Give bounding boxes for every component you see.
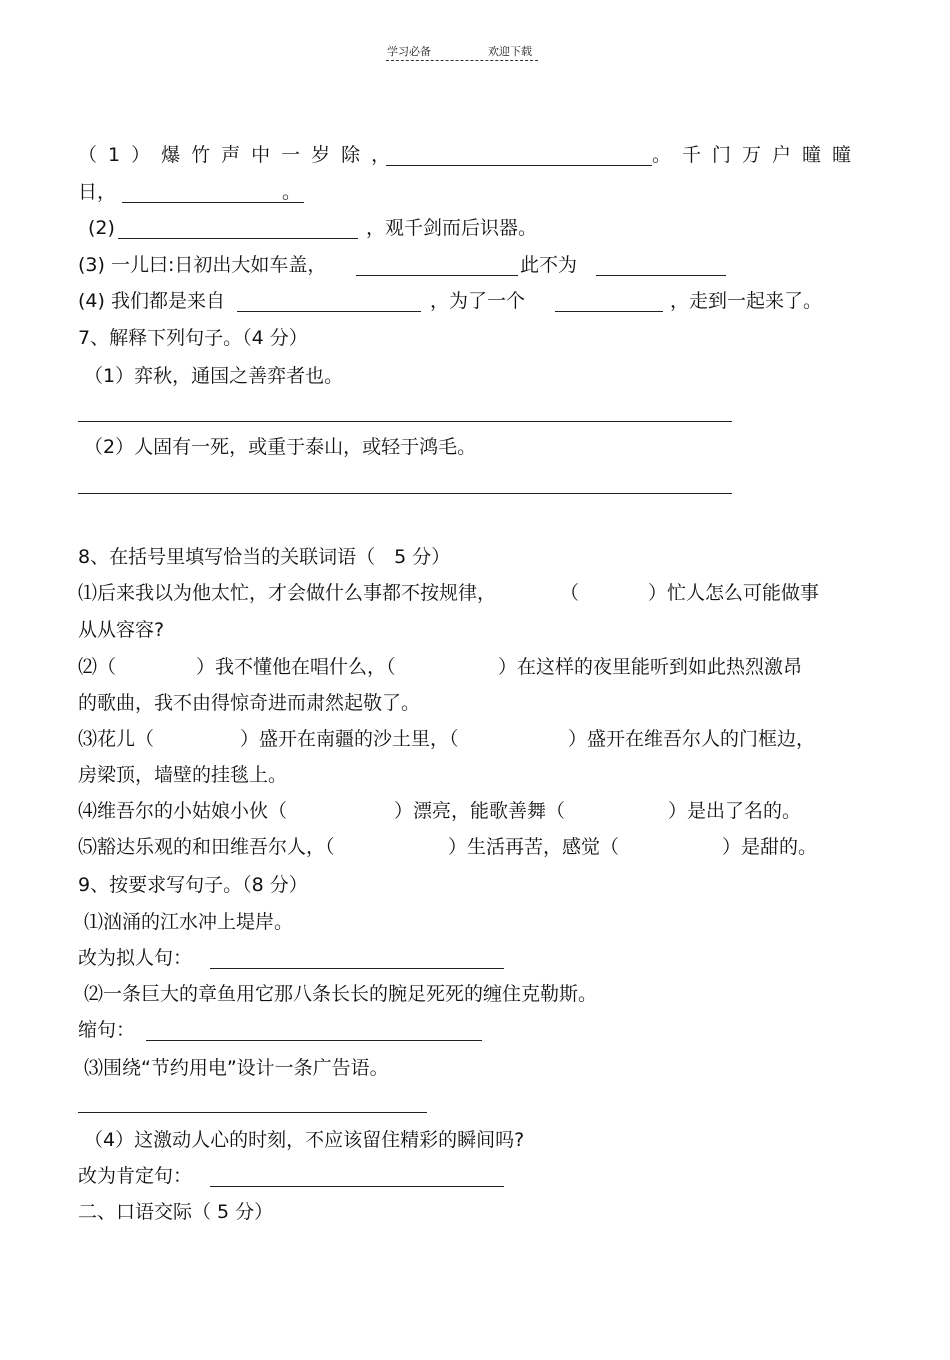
q9-answer-line-3[interactable] (78, 1112, 427, 1113)
q6-line4-mid: ，为了一个 (430, 290, 526, 312)
q7-answer-line-2[interactable] (78, 493, 732, 494)
q9-prompt-1: 改为拟人句： (78, 947, 193, 969)
q8-title: 8、在括号里填写恰当的关联词语（ 5 分） (78, 546, 451, 568)
q9-sentence-1: ⑴汹涌的江水冲上堤岸。 (84, 911, 294, 933)
q6-line1-end: 。千门万户曈曈 (652, 144, 863, 166)
q6-blank-2[interactable] (122, 202, 304, 203)
q8-item5-end: ）是甜的。 (722, 836, 818, 858)
q6-line1-cont: 日， (78, 181, 117, 203)
q8-item4-text: ）漂亮，能歌善舞（ (394, 800, 566, 822)
q6-blank-7[interactable] (555, 311, 663, 312)
q6-line3-text: (3) 一儿曰:日初出大如车盖， (78, 254, 327, 276)
q9-sentence-3: ⑶围绕“节约用电”设计一条广告语。 (84, 1057, 389, 1079)
q8-item1-text-2: ）忙人怎么可能做事 (648, 582, 820, 604)
q8-item1-paren-open: （ (560, 582, 580, 604)
q7-sentence-1: （1）弈秋，通国之善弈者也。 (84, 365, 344, 387)
q7-answer-line-1[interactable] (78, 421, 732, 422)
q9-prompt-4: 改为肯定句： (78, 1165, 193, 1187)
header-right: 欢迎下载 (488, 45, 532, 58)
q8-item1-text: ⑴后来我以为他太忙，才会做什么事都不按规律， (78, 582, 497, 604)
q6-blank-1[interactable] (386, 165, 652, 166)
q8-item2-cont: 的歌曲，我不由得惊奇进而肃然起敬了。 (78, 692, 421, 714)
q6-blank-3[interactable] (118, 238, 358, 239)
q6-line1-period: 。 (282, 181, 302, 203)
q8-item2-text-2: ）在这样的夜里能听到如此热烈激昂 (498, 656, 803, 678)
q8-item5-text: ）生活再苦，感觉（ (448, 836, 620, 858)
q9-answer-line-4[interactable] (210, 1186, 504, 1187)
q6-line2-num: (2) (88, 217, 115, 239)
q6-blank-4[interactable] (356, 275, 518, 276)
q6-blank-6[interactable] (237, 311, 421, 312)
header-left: 学习必备 (387, 45, 431, 58)
q9-sentence-4: （4）这激动人心的时刻，不应该留住精彩的瞬间吗? (84, 1129, 525, 1151)
q7-title: 7、解释下列句子。（4 分） (78, 327, 308, 349)
q6-line3-mid: 此不为 (520, 254, 578, 276)
q6-line4-end: ，走到一起来了。 (670, 290, 823, 312)
q9-answer-line-1[interactable] (210, 968, 504, 969)
q8-item4-start: ⑷维吾尔的小姑娘小伙（ (78, 800, 288, 822)
q8-item3-start: ⑶花儿（ (78, 728, 155, 750)
q8-item1-cont: 从从容容? (78, 619, 165, 641)
q8-item3-text: ）盛开在南疆的沙土里，（ (240, 728, 459, 750)
q8-item3-text-2: ）盛开在维吾尔人的门框边， (568, 728, 816, 750)
q7-sentence-2: （2）人固有一死，或重于泰山，或轻于鸿毛。 (84, 436, 477, 458)
q9-sentence-2: ⑵一条巨大的章鱼用它那八条长长的腕足死死的缠住克勒斯。 (84, 983, 598, 1005)
q8-item2-start: ⑵（ (78, 656, 117, 678)
section2-title: 二、口语交际（ 5 分） (78, 1201, 274, 1223)
q6-line1-start: （1）爆竹声中一岁除， (78, 144, 402, 166)
q6-line2-text: ，观千剑而后识器。 (366, 217, 538, 239)
q6-line4-text: (4) 我们都是来自 (78, 290, 225, 312)
q6-blank-5[interactable] (596, 275, 726, 276)
q8-item5-start: ⑸豁达乐观的和田维吾尔人，（ (78, 836, 335, 858)
q8-item2-text: ）我不懂他在唱什么，（ (196, 656, 396, 678)
header-divider (386, 60, 538, 61)
q9-prompt-2: 缩句： (78, 1019, 136, 1041)
q9-answer-line-2[interactable] (146, 1040, 482, 1041)
q9-title: 9、按要求写句子。（8 分） (78, 874, 308, 896)
q8-item4-end: ）是出了名的。 (668, 800, 802, 822)
q8-item3-cont: 房梁顶，墙壁的挂毯上。 (78, 764, 288, 786)
